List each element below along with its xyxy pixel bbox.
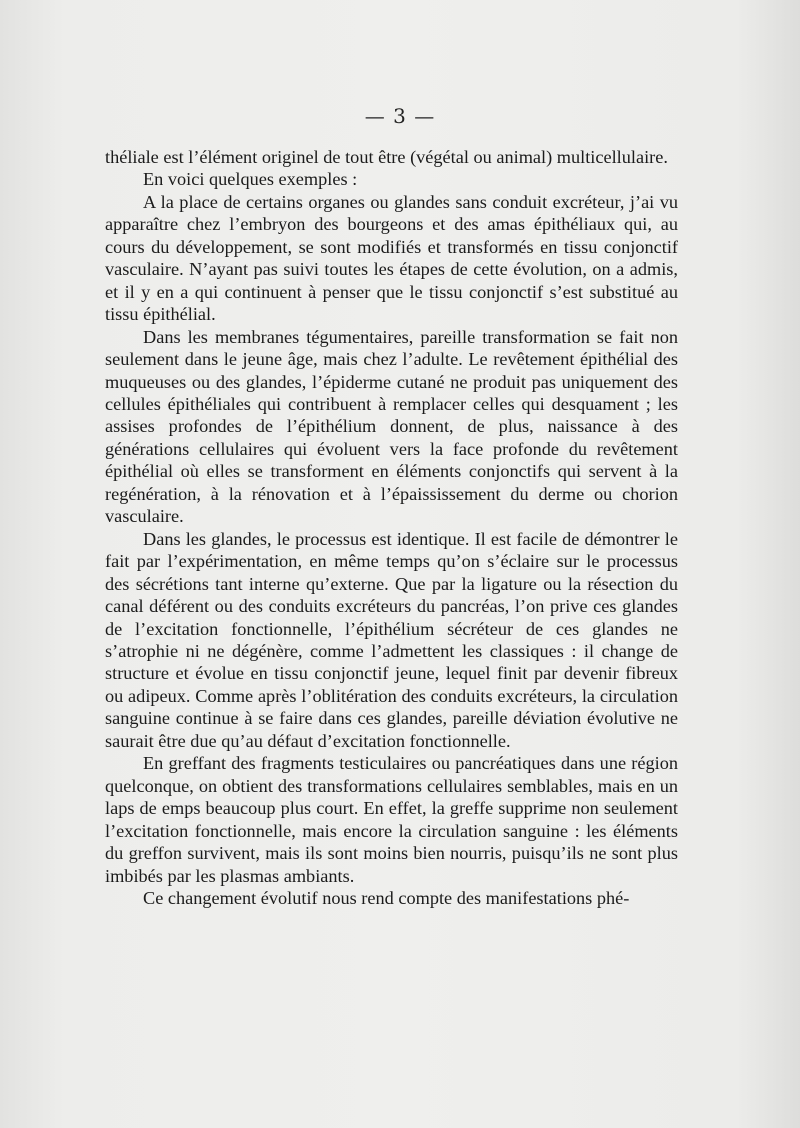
paragraph-3: A la place de certains organes ou glandes sans conduit excréteur, j’ai vu apparaître chez l’embryon des bourgeons et des amas épithéliaux qui, au cours du développement, se sont modifiés et transformés en tissu conjonctif vasculaire. N’ayant pas suivi toutes les étapes de cette évolution, on a admis, et il y en a qui continuent à penser que le tissu conjonctif s’est substitué au tissu épithélial. [105,191,678,325]
paragraph-4: Dans les membranes tégumentaires, pareille transformation se fait non seulement dans le jeune âge, mais chez l’adulte. Le revêtement épithélial des muqueuses ou des glandes, l’épiderme cutané ne produit pas uniquement des cellules épithéliales qui contribuent à remplacer celles qui desquament ; les assises profondes de l’épithélium donnent, de plus, naissance à des générations cellulaires qui évoluent vers la face profonde du revêtement épithélial où elles se transforment en éléments conjonctifs qui servent à la regénération, à la rénovation et à l’épaississement du derme ou chorion vasculaire. [105,326,678,527]
page-number: — 3 — [364,104,436,128]
paragraph-2: En voici quelques exemples : [143,169,358,190]
body-text [105,146,678,909]
paragraph-1: théliale est l’élément originel de tout être (végétal ou animal) multicellulaire. [105,147,668,167]
paragraph-5: Dans les glandes, le processus est identique. Il est facile de démontrer le fait par l’expérimentation, en même temps qu’on s’éclaire sur le processus des sécrétions tant interne qu’externe. Que par la ligature ou la résection du canal déférent ou des conduits excréteurs du pancréas, l’on prive ces glandes de l’excitation fonctionnelle, l’épithélium sécréteur de ces glandes ne s’atrophie ni ne dégénère, comme l’admettent les classiques : il change de structure et évolue en tissu conjonctif jeune, lequel finit par devenir fibreux ou adipeux. Comme après l’oblitération des conduits excréteurs, la circulation sanguine continue à se faire dans ces glandes, pareille déviation évolutive ne saurait être due qu’au défaut d’excitation fonctionnelle. [105,528,678,751]
paragraph-6: En greffant des fragments testiculaires ou pancréatiques dans une région quelconque, on obtient des transformations cellulaires semblables, mais en un laps de emps beaucoup plus court. En effet, la greffe supprime non seulement l’excitation fonctionnelle, mais encore la circulation sanguine : les éléments du greffon survivent, mais ils sont moins bien nourris, puisqu’ils ne sont plus imbibés par les plasmas ambiants. [105,753,678,886]
paragraph-7: Ce changement évolutif nous rend compte des manifestations phé- [143,887,630,908]
